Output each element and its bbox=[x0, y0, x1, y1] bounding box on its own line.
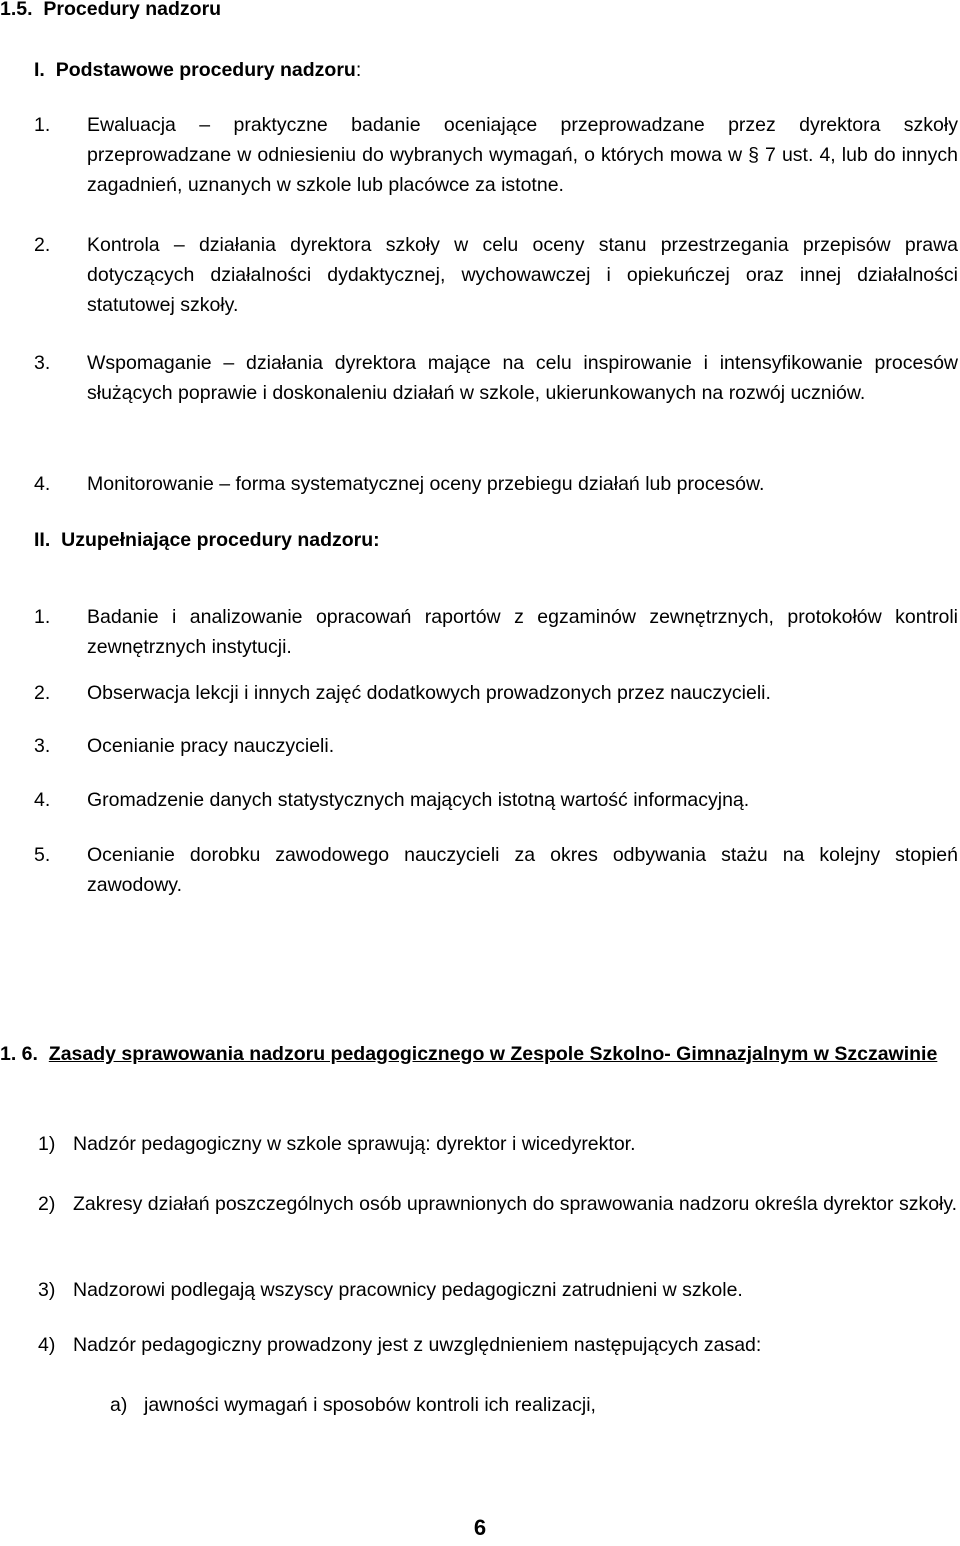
list-item bbox=[34, 840, 958, 900]
item-text: Monitorowanie – forma systematycznej oceny przebiegu działań lub procesów. bbox=[87, 473, 765, 495]
list-item bbox=[34, 230, 958, 320]
item-text: Ewaluacja – praktyczne badanie oceniające przeprowadzane przez dyrektora szkoły przeprowadzane w odniesieniu do wybranych wymagań, o których mowa w § 7 ust. 4, lub do innych zagadnień, uznanych w szkole lub placówce za istotne. bbox=[87, 114, 958, 196]
item-number: 4. bbox=[34, 789, 51, 811]
list-item bbox=[34, 731, 958, 761]
rule-number: 3) bbox=[38, 1279, 56, 1301]
list-item bbox=[34, 602, 958, 662]
basic-procedures-title: Podstawowe procedury nadzoru bbox=[55, 59, 356, 81]
roman-marker: I. bbox=[34, 59, 45, 81]
section-number: 1. 6. bbox=[0, 1043, 38, 1065]
list-item bbox=[34, 678, 958, 708]
roman-marker: II. bbox=[34, 529, 51, 551]
principle-letter: a) bbox=[110, 1394, 128, 1416]
rule-number: 1) bbox=[38, 1133, 56, 1155]
item-text: Gromadzenie danych statystycznych mających istotną wartość informacyjną. bbox=[87, 789, 750, 811]
basic-procedures-heading bbox=[34, 55, 534, 85]
rule-item bbox=[38, 1275, 958, 1305]
rule-text: Nadzór pedagogiczny w szkole sprawują: dyrektor i wicedyrektor. bbox=[73, 1133, 636, 1155]
item-number: 3. bbox=[34, 735, 51, 757]
principle-item bbox=[110, 1390, 958, 1420]
list-item bbox=[34, 469, 958, 499]
section-title: Procedury nadzoru bbox=[43, 0, 222, 20]
rule-text: Nadzór pedagogiczny prowadzony jest z uwzględnieniem następujących zasad: bbox=[73, 1334, 762, 1356]
item-number: 3. bbox=[34, 352, 51, 374]
rule-text: Zakresy działań poszczególnych osób uprawnionych do sprawowania nadzoru określa dyrektor szkoły. bbox=[73, 1193, 958, 1215]
rule-text: Nadzorowi podlegają wszyscy pracownicy pedagogiczni zatrudnieni w szkole. bbox=[73, 1279, 743, 1301]
item-number: 1. bbox=[34, 114, 51, 136]
principle-text: jawności wymagań i sposobów kontroli ich realizacji, bbox=[144, 1394, 596, 1416]
rule-item bbox=[38, 1129, 958, 1159]
item-number: 2. bbox=[34, 234, 51, 256]
item-text: Kontrola – działania dyrektora szkoły w celu oceny stanu przestrzegania przepisów prawa dotyczących działalności dydaktycznej, wychowawczej i opiekuńczej oraz innej działalności statutowej szkoły. bbox=[87, 234, 958, 316]
item-text: Badanie i analizowanie opracowań raportów z egzaminów zewnętrznych, protokołów kontroli zewnętrznych instytucji. bbox=[87, 606, 958, 658]
section-title: Zasady sprawowania nadzoru pedagogicznego w Zespole Szkolno- Gimnazjalnym w Szczawinie bbox=[48, 1043, 938, 1065]
item-number: 4. bbox=[34, 473, 51, 495]
item-text: Obserwacja lekcji i innych zajęć dodatkowych prowadzonych przez nauczycieli. bbox=[87, 682, 771, 704]
item-text: Ocenianie dorobku zawodowego nauczycieli za okres odbywania stażu na kolejny stopień zawodowy. bbox=[87, 844, 958, 896]
page-number: 6 bbox=[473, 1515, 487, 1540]
section-number: 1.5. bbox=[0, 0, 33, 20]
item-number: 5. bbox=[34, 844, 51, 866]
item-text: Wspomaganie – działania dyrektora mające na celu inspirowanie i intensyfikowanie procesów służących poprawie i doskonaleniu działań w szkole, ukierunkowanych na rozwój uczniów. bbox=[87, 352, 958, 404]
item-number: 2. bbox=[34, 682, 51, 704]
section-heading-1-5 bbox=[0, 0, 400, 24]
supplementary-procedures-heading bbox=[34, 525, 634, 555]
section-heading-1-6 bbox=[0, 1039, 958, 1069]
supplementary-procedures-title: Uzupełniające procedury nadzoru: bbox=[61, 529, 380, 551]
rule-number: 4) bbox=[38, 1334, 56, 1356]
heading-colon: : bbox=[355, 59, 362, 81]
list-item bbox=[34, 110, 958, 200]
item-number: 1. bbox=[34, 606, 51, 628]
rule-item bbox=[38, 1330, 958, 1360]
rule-number: 2) bbox=[38, 1193, 56, 1215]
item-text: Ocenianie pracy nauczycieli. bbox=[87, 735, 335, 757]
list-item bbox=[34, 785, 958, 815]
list-item bbox=[34, 348, 958, 408]
rule-item bbox=[38, 1189, 958, 1219]
